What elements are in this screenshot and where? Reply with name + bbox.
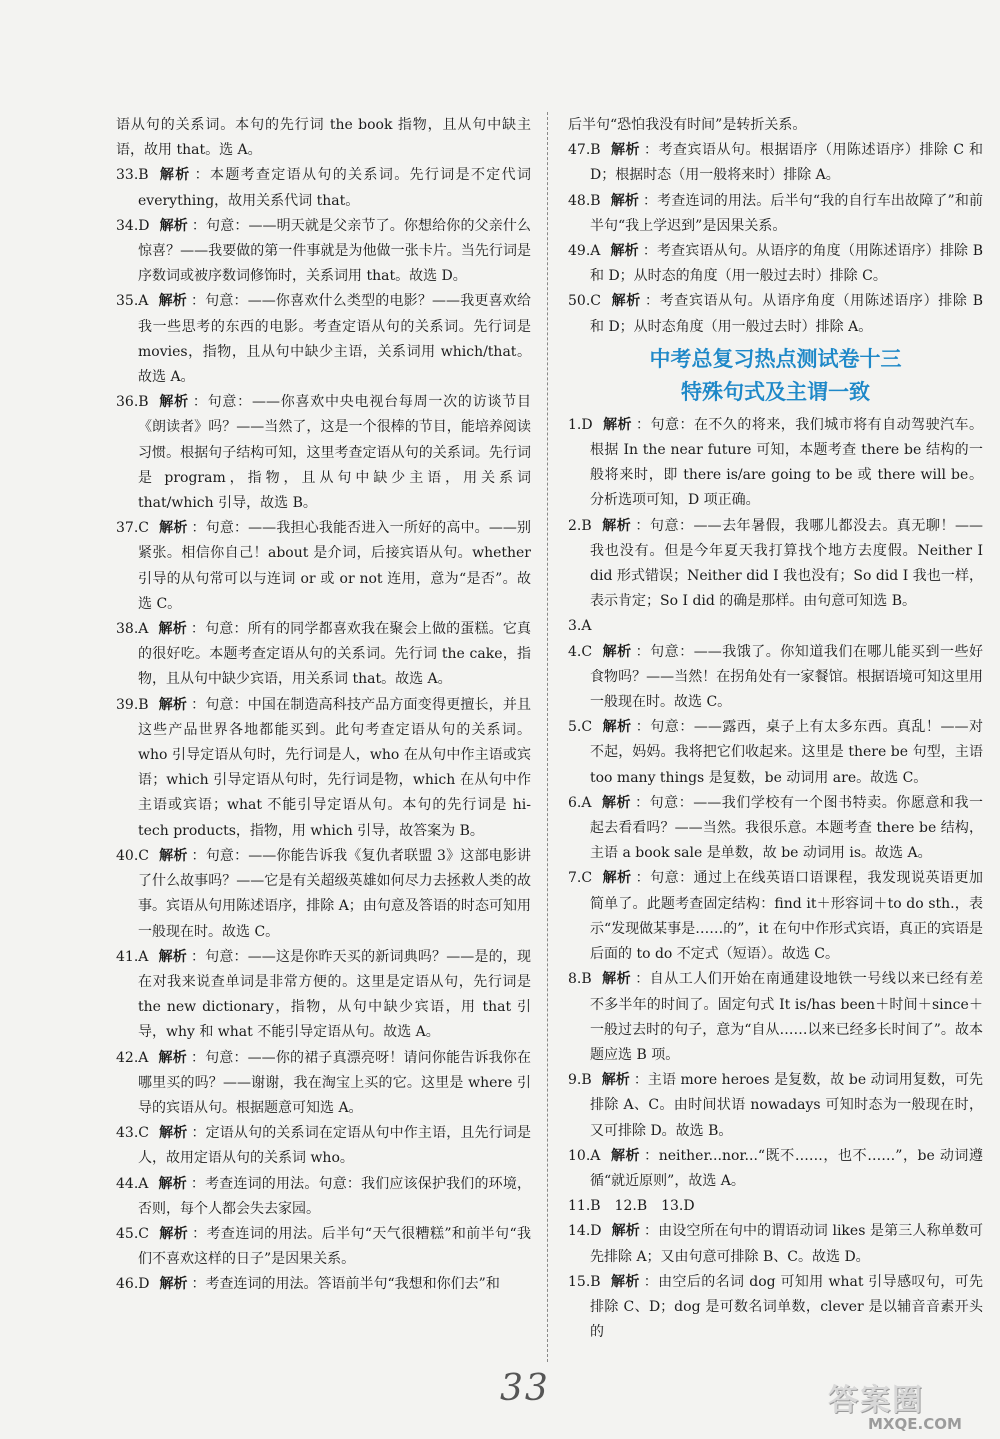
answer-entry — [116, 113, 531, 163]
answer-entry — [116, 1121, 531, 1171]
answer-entry — [116, 1222, 531, 1272]
analysis-label: 解析 — [610, 142, 641, 159]
answer-number: 39.B — [116, 696, 149, 713]
answer-entry — [568, 113, 983, 138]
analysis-label: 解析 — [602, 719, 632, 736]
analysis-label: 解析 — [610, 293, 641, 310]
answer-entry — [568, 715, 983, 791]
answer-text: ：句意：——我饿了。你知道我们在哪儿能买到一些好食物吗？——当然！在拐角处有一家餐馆。根据语境可知这里用一般现在时。故选 C。 — [590, 643, 984, 711]
answer-number: 47.B — [568, 142, 601, 159]
section-title — [568, 343, 983, 409]
answer-number: 35.A — [116, 293, 149, 310]
answer-number: 36.B — [116, 394, 149, 411]
answer-entry — [116, 945, 531, 1046]
analysis-label: 解析 — [158, 948, 187, 965]
analysis-label: 解析 — [610, 192, 640, 209]
answer-entry — [116, 617, 531, 693]
section-title-line2: 特殊句式及主谓一致 — [681, 379, 870, 404]
answer-number: 37.C — [116, 520, 149, 537]
answer-entry — [116, 390, 531, 516]
answer-number: 41.A — [116, 948, 149, 965]
answer-text: ：本题考查定语从句的关系词。先行词是不定代词 everything，故用关系代词 that。 — [138, 167, 532, 209]
analysis-label: 解析 — [610, 1147, 641, 1164]
answer-number: 38.A — [116, 621, 149, 638]
answer-text: ：句意：——你喜欢中央电视台每周一次的访谈节目《朗读者》吗？——当然了，这是一个很棒的节目，能培养阅读习惯。根据句子结构可知，这里考查定语从句的关系词。先行词是 program，指物，且从句中缺少主语，用关系词 that/which 引导，故选 B。 — [138, 394, 532, 512]
analysis-label: 解析 — [159, 217, 188, 234]
answer-entry — [568, 791, 983, 867]
analysis-label: 解析 — [601, 1072, 630, 1089]
answer-text: ：句意：——露西，桌子上有太多东西。真乱！——对不起，妈妈。我将把它们收起来。这里是 there be 句型，主语 too many things 是复数，be 动词用 are。故选 C。 — [590, 719, 984, 786]
analysis-label: 解析 — [610, 243, 639, 260]
answer-text: ：句意：中国在制造高科技产品方面变得更擅长，并且这些产品世界各地都能买到。此句考查定语从句的关系词。who 引导定语从句时，先行词是人，who 在从句中作主语或宾语；which 引导定语从句时，先行词是物，which 在从句中作主语或宾语；what 不能引导定语从句。本句的先行词是 hi-tech products，指物，用 which 引导，故答案为 B。 — [138, 696, 532, 839]
answer-entry — [568, 1144, 983, 1194]
answer-text: ：主语 more heroes 是复数，故 be 动词用复数，可先排除 A、C。由时间状语 nowadays 可知时态为一般现在时，又可排除 D。故选 B。 — [590, 1072, 983, 1139]
analysis-label: 解析 — [158, 1049, 187, 1066]
analysis-label: 解析 — [158, 394, 189, 411]
answer-text: ：句意：——你的裙子真漂亮呀！请问你能告诉我你在哪里买的吗？——谢谢，我在淘宝上买的它。这里是 where 引导的宾语从句。根据题意可知选 A。 — [138, 1049, 532, 1116]
answer-number: 3.A — [568, 618, 592, 635]
answer-entry — [568, 1270, 983, 1346]
right-column — [568, 113, 983, 1345]
analysis-label: 解析 — [158, 696, 188, 713]
answer-entry — [568, 866, 983, 967]
answer-text: ：自从工人们开始在南通建设地铁一号线以来已经有差不多半年的时间了。固定句式 It is/has been＋时间＋since＋一般过去时的句子，意为“自从……以来已经多长时间了”。故本题应选 B 项。 — [590, 971, 984, 1063]
answer-number: 45.C — [116, 1225, 149, 1242]
answer-text: ：句意：——我担心我能否进入一所好的高中。——别紧张。相信你自己！about 是介词，后接宾语从句。whether 引导的从句常可以与连词 or 或 or not 连用，意为“是否”。故选 C。 — [138, 520, 532, 612]
answer-entry — [116, 163, 531, 213]
analysis-label: 解析 — [610, 1273, 640, 1290]
answer-text: ：考查宾语从句。从语序的角度（用陈述语序）排除 B 和 D；从时态的角度（用一般过去时）排除 C。 — [590, 243, 983, 285]
analysis-label: 解析 — [158, 847, 188, 864]
answer-entry — [116, 1046, 531, 1122]
analysis-label: 解析 — [158, 1175, 187, 1192]
analysis-label: 解析 — [158, 167, 191, 184]
answer-entry — [568, 289, 983, 339]
answer-text: ：句意：——明天就是父亲节了。你想给你的父亲什么惊喜？——我要做的第一件事就是为他做一张卡片。当先行词是序数词或被序数词修饰时，关系词用 that。故选 D。 — [138, 217, 532, 285]
answer-entry — [568, 1068, 983, 1144]
analysis-label: 解析 — [159, 1276, 188, 1293]
answer-number: 15.B — [568, 1273, 601, 1290]
answer-text: ：句意：——你喜欢什么类型的电影？——我更喜欢给我一些思考的东西的电影。考查定语从句的关系词。先行词是 movies，指物，且从句中缺少主语，关系词用 which/that。故选 A。 — [138, 293, 531, 386]
analysis-label: 解析 — [602, 416, 633, 433]
answer-entry — [116, 289, 531, 390]
handwritten-page-number: 33 — [500, 1368, 550, 1409]
answer-number: 8.B — [568, 971, 592, 988]
answer-text: ：定语从句的关系词在定语从句中作主语，且先行词是人，故用定语从句的关系词 who。 — [138, 1125, 532, 1167]
answer-text: ：句意：在不久的将来，我们城市将有自动驾驶汽车。根据 In the near future 可知，本题考查 there be 结构的一般将来时，即 there is/are going to be 或 there will be。分析选项可知，D 项正确。 — [590, 416, 984, 509]
answer-entry — [116, 1272, 531, 1297]
answer-number: 40.C — [116, 847, 149, 864]
answer-entry — [568, 138, 983, 188]
watermark-url: MXQE.COM — [868, 1415, 962, 1433]
answer-number: 10.A — [568, 1147, 601, 1164]
answer-text: ：考查连词的用法。句意：我们应该保护我们的环境，否则，每个人都会失去家园。 — [138, 1175, 532, 1217]
answer-text: ：句意：——去年暑假，我哪儿都没去。真无聊！——我也没有。但是今年夏天我打算找个地方去度假。Neither I did 形式错误；Neither did I 我也没有；So did I 我也一样，表示肯定；So I did 的确是那样。由句意可知选 B。 — [590, 517, 984, 610]
answer-text: ：句意：——这是你昨天买的新词典吗？——是的，现在对我来说查单词是非常方便的。这里是定语从句，先行词是 the new dictionary，指物，从句中缺少宾语，用 that 引导，why 和 what 不能引导定语从句。故选 A。 — [138, 948, 531, 1041]
answer-number: 49.A — [568, 243, 601, 260]
analysis-label: 解析 — [158, 1225, 189, 1242]
answer-entry — [568, 1219, 983, 1269]
analysis-label: 解析 — [602, 870, 632, 887]
answer-entry — [116, 693, 531, 844]
answer-number: 50.C — [568, 293, 601, 310]
answer-number: 14.D — [568, 1223, 602, 1240]
answer-entry — [568, 189, 983, 239]
answer-text: ：句意：——我们学校有一个图书特卖。你愿意和我一起去看看吗？——当然。我很乐意。本题考查 there be 结构，主语 a book sale 是单数，故 be 动词用 is。故选 A。 — [590, 794, 983, 862]
answer-entry — [568, 640, 983, 716]
answer-number: 2.B — [568, 517, 592, 534]
answer-number: 33.B — [116, 167, 149, 184]
answer-text: ：句意：所有的同学都喜欢我在聚会上做的蛋糕。它真的很好吃。本题考查定语从句的关系词。先行词 the cake，指物，且从句中缺少宾语，用关系词 that。故选 A。 — [138, 621, 532, 688]
watermark-text: 答案圈 — [828, 1383, 924, 1418]
answer-number: 4.C — [568, 643, 593, 660]
answer-number: 6.A — [568, 794, 592, 811]
analysis-label: 解析 — [601, 517, 632, 534]
answer-entry — [568, 1194, 983, 1219]
answer-number: 42.A — [116, 1049, 149, 1066]
analysis-label: 解析 — [158, 1125, 188, 1142]
analysis-label: 解析 — [601, 794, 632, 811]
analysis-label: 解析 — [158, 621, 187, 638]
answer-number: 9.B — [568, 1072, 592, 1089]
watermark-logo — [828, 1375, 988, 1435]
answer-text: ：由空后的名词 dog 可知用 what 引导感叹句，可先排除 C、D；dog 是可数名词单数，clever 是以辅音音素开头的 — [590, 1273, 984, 1341]
analysis-label: 解析 — [158, 293, 187, 310]
answer-text: 语从句的关系词。本句的先行词 the book 指物，且从句中缺主语，故用 that。选 A。 — [116, 117, 531, 159]
answer-text: ：由设空所在句中的谓语动词 likes 是第三人称单数可先排除 A；又由句意可排除 B、C。故选 D。 — [590, 1223, 984, 1265]
answer-entry — [568, 413, 983, 514]
column-divider — [547, 112, 549, 1362]
answer-text: ：考查连词的用法。后半句“我的自行车出故障了”和前半句“我上学迟到”是因果关系。 — [590, 192, 983, 234]
answer-number: 7.C — [568, 870, 593, 887]
answer-number: 34.D — [116, 217, 150, 234]
answer-text: ：考查宾语从句。根据语序（用陈述语序）排除 C 和 D；根据时态（用一般将来时）排除 A。 — [590, 142, 983, 184]
answer-entry — [116, 1172, 531, 1222]
analysis-label: 解析 — [601, 971, 632, 988]
answer-entry — [116, 844, 531, 945]
analysis-label: 解析 — [602, 643, 632, 660]
answer-text: ：neither...nor...“既不……，也不……”，be 动词遵循“就近原则”，故选 A。 — [590, 1147, 983, 1189]
answer-number: 46.D — [116, 1276, 150, 1293]
answer-text: ：考查连词的用法。答语前半句“我想和你们去”和 — [191, 1276, 500, 1293]
answer-text: ：句意：通过上在线英语口语课程，我发现说英语更加简单了。此题考查固定结构：find it＋形容词＋to do sth.，表示“发现做某事是……的”，it 在句中作形式宾语，真正的宾语是后面的 to do 不定式（短语）。故选 C。 — [590, 870, 984, 963]
analysis-label: 解析 — [158, 520, 188, 537]
answer-number: 5.C — [568, 719, 593, 736]
answer-entry — [568, 239, 983, 289]
answer-text: ：考查连词的用法。后半句“天气很糟糕”和前半句“我们不喜欢这样的日子”是因果关系。 — [138, 1225, 531, 1268]
answer-number: 44.A — [116, 1175, 149, 1192]
answer-entry — [116, 516, 531, 617]
answer-number: 1.D — [568, 416, 593, 433]
answer-text: 后半句“恐怕我没有时间”是转折关系。 — [568, 117, 807, 133]
answer-entry — [568, 967, 983, 1068]
section-title-line1: 中考总复习热点测试卷十三 — [649, 346, 902, 371]
answer-entry — [116, 214, 531, 290]
answer-number: 11.B 12.B 13.D — [568, 1198, 695, 1215]
answer-entry — [568, 514, 983, 615]
answer-number: 48.B — [568, 192, 601, 209]
analysis-label: 解析 — [611, 1223, 640, 1240]
answer-entry — [568, 614, 983, 639]
answer-text: ：句意：——你能告诉我《复仇者联盟 3》这部电影讲了什么故事吗？——它是有关超级英雄如何尽力去拯救人类的故事。宾语从句用陈述语序，排除 A；由句意及答语的时态可知用一般现在时。故选 C。 — [138, 847, 532, 940]
answer-text: ：考查宾语从句。从语序角度（用陈述语序）排除 B 和 D；从时态角度（用一般过去时）排除 A。 — [590, 293, 983, 335]
left-column — [116, 113, 531, 1298]
answer-number: 43.C — [116, 1125, 149, 1142]
